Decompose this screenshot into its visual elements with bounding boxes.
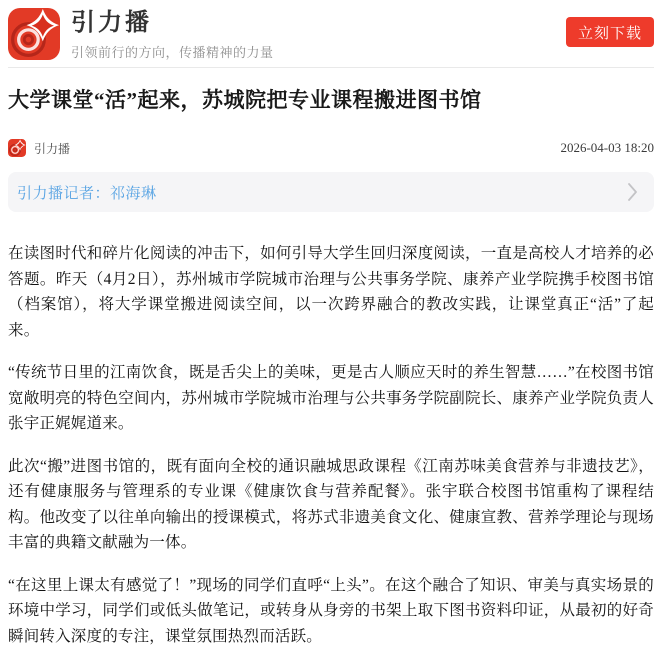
brand-tagline: 引领前行的方向，传播精神的力量	[71, 42, 274, 61]
yinlibo-app-logo-icon	[8, 8, 60, 60]
article-source: 引力播	[34, 140, 70, 157]
site-header	[8, 0, 654, 68]
article-body	[8, 241, 654, 649]
byline-row	[8, 139, 654, 157]
article-paragraph-4: “在这里上课太有感觉了！”现场的同学们直呼“上头”。在这个融合了知识、审美与真实场景的环境中学习，同学们或低头做笔记，或转身从身旁的书架上取下图书资料印证，从最初的好奇瞬间转入深度的专注，课堂氛围热烈而活跃。	[8, 573, 654, 649]
reporter-card[interactable]	[8, 172, 654, 212]
download-button[interactable]: 立刻下载	[566, 17, 654, 47]
reporter-name-label: 引力播记者：祁海琳	[17, 182, 157, 203]
yinlibo-app-logo-small-icon	[8, 139, 26, 157]
brand-text	[71, 8, 274, 61]
article-paragraph-1: 在读图时代和碎片化阅读的冲击下，如何引导大学生回归深度阅读，一直是高校人才培养的必答题。昨天（4月2日），苏州城市学院城市治理与公共事务学院、康养产业学院携手校图书馆（档案馆），将大学课堂搬进阅读空间，以一次跨界融合的教改实践，让课堂真正“活”了起来。	[8, 241, 654, 343]
article-paragraph-2: “传统节日里的江南饮食，既是舌尖上的美味，更是古人顺应天时的养生智慧……”在校图书馆宽敞明亮的特色空间内，苏州城市学院城市治理与公共事务学院副院长、康养产业学院负责人张宇正娓娓道来。	[8, 360, 654, 437]
chevron-right-icon	[627, 182, 638, 202]
article-title: 大学课堂“活”起来，苏城院把专业课程搬进图书馆	[8, 85, 654, 115]
article-paragraph-3: 此次“搬”进图书馆的，既有面向全校的通识融城思政课程《江南苏味美食营养与非遗技艺》，还有健康服务与管理系的专业课《健康饮食与营养配餐》。张宇联合校图书馆重构了课程结构。他改变了以往单向输出的授课模式，将苏式非遗美食文化、健康宣教、营养学理论与现场丰富的典籍文献融为一体。	[8, 454, 654, 556]
article-timestamp: 2026-04-03 18:20	[560, 140, 654, 156]
brand-block	[8, 8, 274, 61]
brand-name: 引力播	[71, 10, 274, 36]
